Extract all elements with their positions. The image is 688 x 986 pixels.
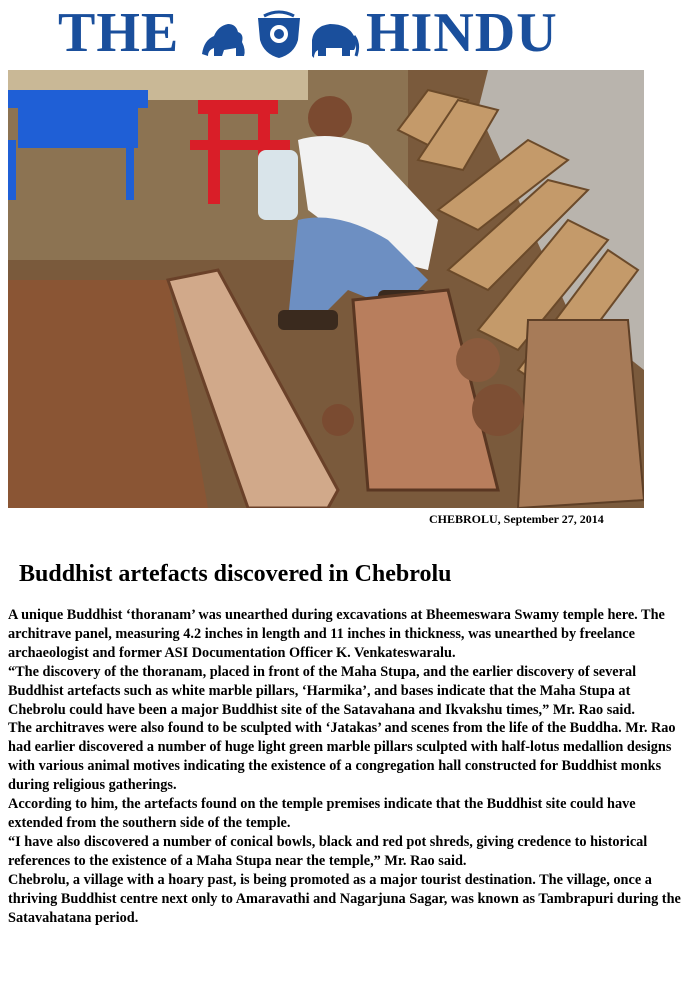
article-paragraph: “I have also discovered a number of conical bowls, black and red pot shreds, giving credence to historical references to the existence of a Maha Stupa near the temple,” Mr. Rao said. [8,833,648,869]
article-paragraph: According to him, the artefacts found on the temple premises indicate that the Buddhist site could have extended from the southern side of the temple. [8,796,636,831]
headline: Buddhist artefacts discovered in Chebrolu [19,561,452,587]
article-body [8,606,684,927]
masthead-title-the: THE [58,2,180,64]
dateline: CHEBROLU, September 27, 2014 [429,512,604,526]
article-paragraph: The architraves were also found to be sculpted with ‘Jatakas’ and scenes from the life of the Buddha. Mr. Rao had earlier discovered a number of huge light green marble pillars sculpted with half-lotus medallion designs with various animal motives indicating the existence of a congregation hall constructed for Buddhist monks during religious gatherings. [8,720,676,794]
masthead [0,4,688,64]
article-photo [8,70,644,508]
article-paragraph: “The discovery of the thoranam, placed in front of the Maha Stupa, and the earlier discovery of several Buddhist artefacts such as white marble pillars, ‘Harmika’, and bases indicate that the Maha Stupa at Chebrolu could have been a major Buddhist site of the Satavahana and Ikvakshu times,” Mr. Rao said. [8,663,637,718]
masthead-title-hindu: HINDU [366,2,558,64]
emblem-icon [198,10,360,60]
article-paragraph: Chebrolu, a village with a hoary past, is being promoted as a major tourist destination. The village, once a thriving Buddhist centre next only to Amaravathi and Nagarjuna Sagar, was known as Tambrapuri during the Satavahatana period. [8,871,681,926]
article-paragraph: A unique Buddhist ‘thoranam’ was unearthed during excavations at Bheemeswara Swamy temple here. The architrave panel, measuring 4.2 inches in length and 11 inches in thickness, was unearthed by freelance archaeologist and former ASI Documentation Officer K. Venkateswaralu. [8,607,665,661]
